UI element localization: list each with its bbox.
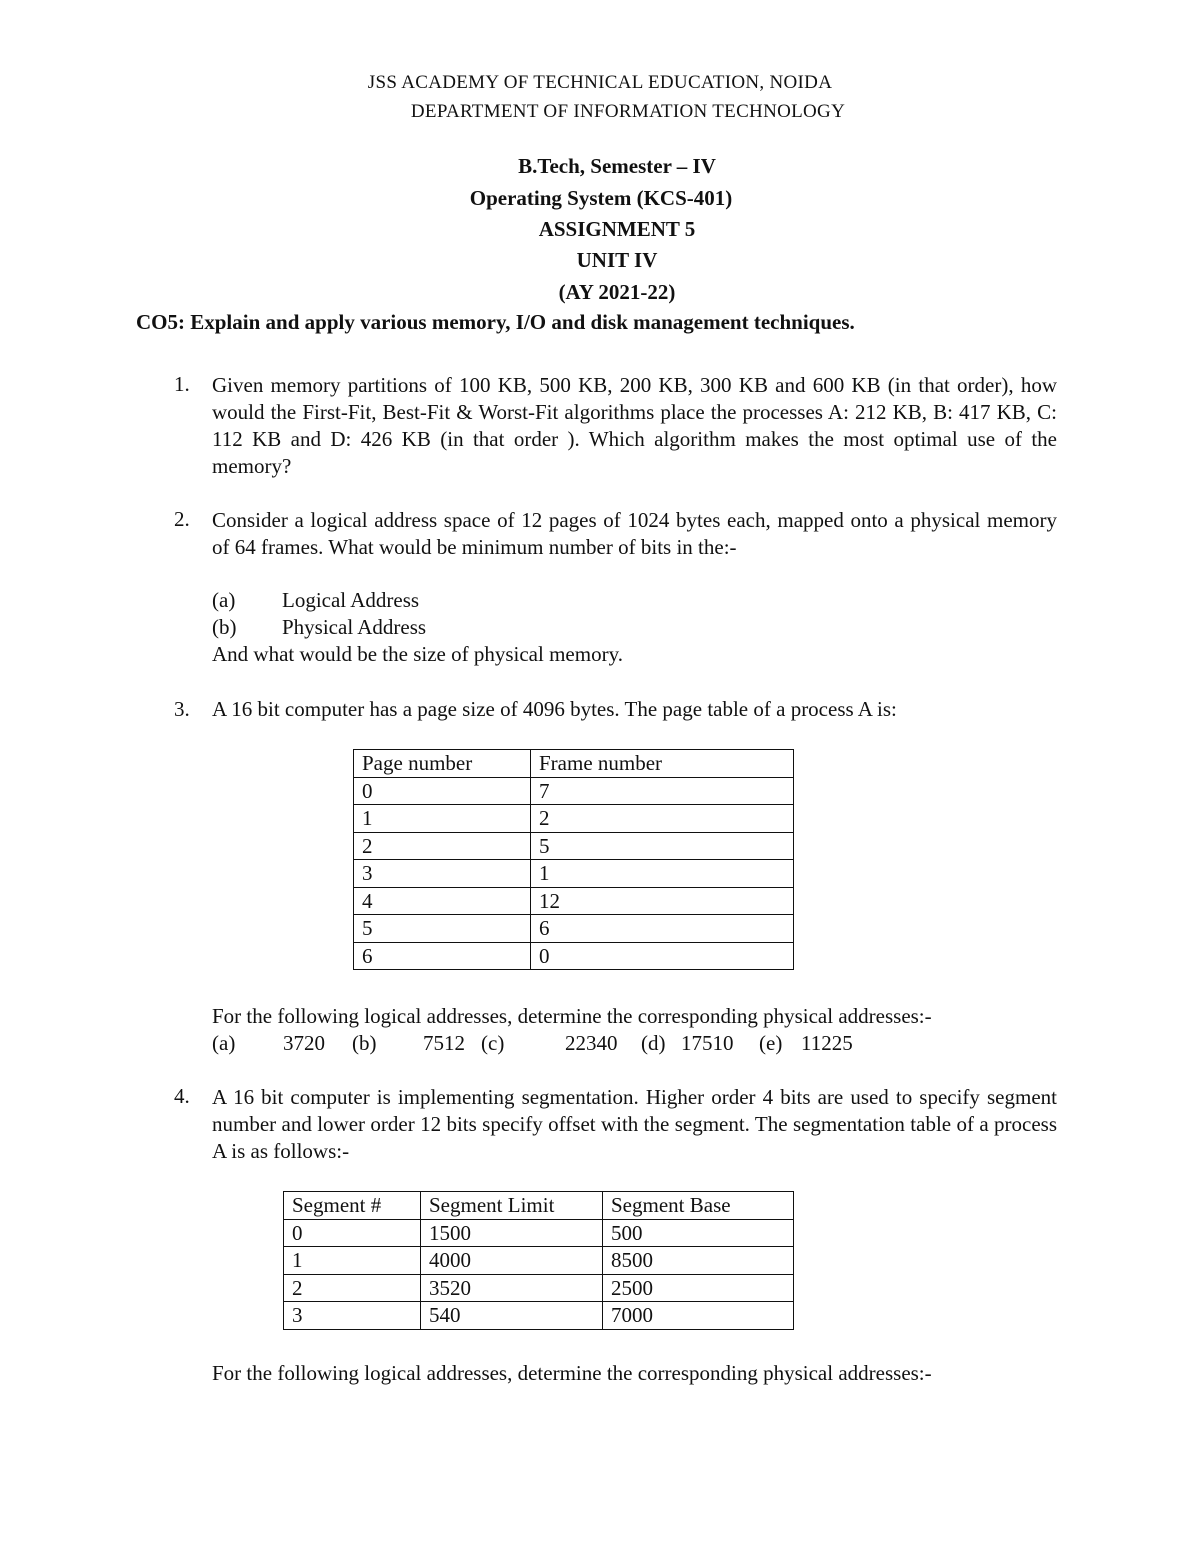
address-label-e: (e) bbox=[759, 1031, 783, 1055]
address-value-d: 17510 bbox=[681, 1031, 734, 1055]
table-row bbox=[284, 1219, 794, 1247]
table-cell: 1 bbox=[354, 805, 531, 833]
course-title: Operating System (KCS-401) bbox=[469, 186, 733, 210]
table-row bbox=[284, 1274, 794, 1302]
question-1-number: 1. bbox=[174, 372, 190, 396]
address-label-c: (c) bbox=[481, 1031, 505, 1055]
table-cell: 5 bbox=[354, 915, 531, 943]
table-cell: 4000 bbox=[421, 1247, 603, 1275]
table-cell: 7000 bbox=[603, 1302, 794, 1330]
table-cell: 0 bbox=[531, 942, 794, 970]
table-row bbox=[284, 1247, 794, 1275]
question-4-text: A 16 bit computer is implementing segmentation. Higher order 4 bits are used to specify segment number and lower order 12 bits specify offset with the segment. The segmentation table of a process A is as follows:- bbox=[212, 1085, 1057, 1163]
question-2-text: Consider a logical address space of 12 pages of 1024 bytes each, mapped onto a physical memory of 64 frames. What would be minimum number of bits in the:- bbox=[212, 508, 1057, 559]
question-2-subpart-a-text: Logical Address bbox=[282, 588, 420, 612]
address-label-d: (d) bbox=[641, 1031, 666, 1055]
institute-name: JSS ACADEMY OF TECHNICAL EDUCATION, NOIDA bbox=[367, 72, 833, 93]
table-cell: 12 bbox=[531, 887, 794, 915]
table-header-cell: Page number bbox=[354, 750, 531, 778]
table-cell: 1 bbox=[531, 860, 794, 888]
table-cell: 6 bbox=[354, 942, 531, 970]
table-cell: 1 bbox=[284, 1247, 421, 1275]
table-cell: 7 bbox=[531, 777, 794, 805]
table-header-cell: Segment Limit bbox=[421, 1192, 603, 1220]
table-cell: 0 bbox=[354, 777, 531, 805]
table-row bbox=[354, 805, 794, 833]
table-cell: 500 bbox=[603, 1219, 794, 1247]
segment-table bbox=[283, 1191, 794, 1330]
table-cell: 2 bbox=[531, 805, 794, 833]
table-cell: 2 bbox=[354, 832, 531, 860]
table-row bbox=[354, 915, 794, 943]
table-cell: 1500 bbox=[421, 1219, 603, 1247]
table-row bbox=[284, 1302, 794, 1330]
table-row bbox=[354, 860, 794, 888]
course-outcome: CO5: Explain and apply various memory, I/O and disk management techniques. bbox=[136, 310, 855, 334]
program-title: B.Tech, Semester – IV bbox=[518, 154, 716, 178]
question-2-number: 2. bbox=[174, 507, 190, 531]
question-4-followup: For the following logical addresses, determine the corresponding physical addresses:- bbox=[212, 1361, 932, 1385]
address-label-b: (b) bbox=[352, 1031, 377, 1055]
unit-title: UNIT IV bbox=[576, 248, 658, 272]
address-value-b: 7512 bbox=[423, 1031, 465, 1055]
table-cell: 5 bbox=[531, 832, 794, 860]
table-cell: 3 bbox=[284, 1302, 421, 1330]
table-row bbox=[354, 832, 794, 860]
table-cell: 2500 bbox=[603, 1274, 794, 1302]
question-3-number: 3. bbox=[174, 697, 190, 721]
address-label-a: (a) bbox=[212, 1031, 236, 1055]
address-value-e: 11225 bbox=[801, 1031, 853, 1055]
table-cell: 2 bbox=[284, 1274, 421, 1302]
table-cell: 8500 bbox=[603, 1247, 794, 1275]
question-2-subpart-b-text: Physical Address bbox=[282, 615, 427, 639]
department-name: DEPARTMENT OF INFORMATION TECHNOLOGY bbox=[410, 101, 846, 122]
table-cell: 4 bbox=[354, 887, 531, 915]
table-header-cell: Frame number bbox=[531, 750, 794, 778]
table-cell: 3 bbox=[354, 860, 531, 888]
table-header-cell: Segment Base bbox=[603, 1192, 794, 1220]
page-table bbox=[353, 749, 794, 970]
question-3-text: A 16 bit computer has a page size of 4096 bytes. The page table of a process A is: bbox=[212, 697, 897, 721]
address-value-c: 22340 bbox=[565, 1031, 618, 1055]
question-2-followup: And what would be the size of physical memory. bbox=[212, 642, 623, 666]
table-header-row bbox=[354, 750, 794, 778]
question-3-followup: For the following logical addresses, determine the corresponding physical addresses:- bbox=[212, 1004, 932, 1028]
table-cell: 3520 bbox=[421, 1274, 603, 1302]
table-row bbox=[354, 777, 794, 805]
table-cell: 0 bbox=[284, 1219, 421, 1247]
table-cell: 540 bbox=[421, 1302, 603, 1330]
table-cell: 6 bbox=[531, 915, 794, 943]
question-2-subpart-b-label: (b) bbox=[212, 615, 237, 639]
table-row bbox=[354, 942, 794, 970]
table-header-cell: Segment # bbox=[284, 1192, 421, 1220]
question-1-text: Given memory partitions of 100 KB, 500 KB, 200 KB, 300 KB and 600 KB (in that order), how would the First-Fit, Best-Fit & Worst-Fit algorithms place the processes A: 212 KB, B: 417 KB, C: 112 KB and D: 426 KB (in that order ). Which algorithm makes the most optimal use of the memory? bbox=[212, 373, 1057, 478]
table-header-row bbox=[284, 1192, 794, 1220]
question-4-number: 4. bbox=[174, 1084, 190, 1108]
address-value-a: 3720 bbox=[283, 1031, 325, 1055]
academic-year: (AY 2021-22) bbox=[558, 280, 676, 304]
table-row bbox=[354, 887, 794, 915]
question-2-subpart-a-label: (a) bbox=[212, 588, 236, 612]
assignment-title: ASSIGNMENT 5 bbox=[538, 217, 696, 241]
